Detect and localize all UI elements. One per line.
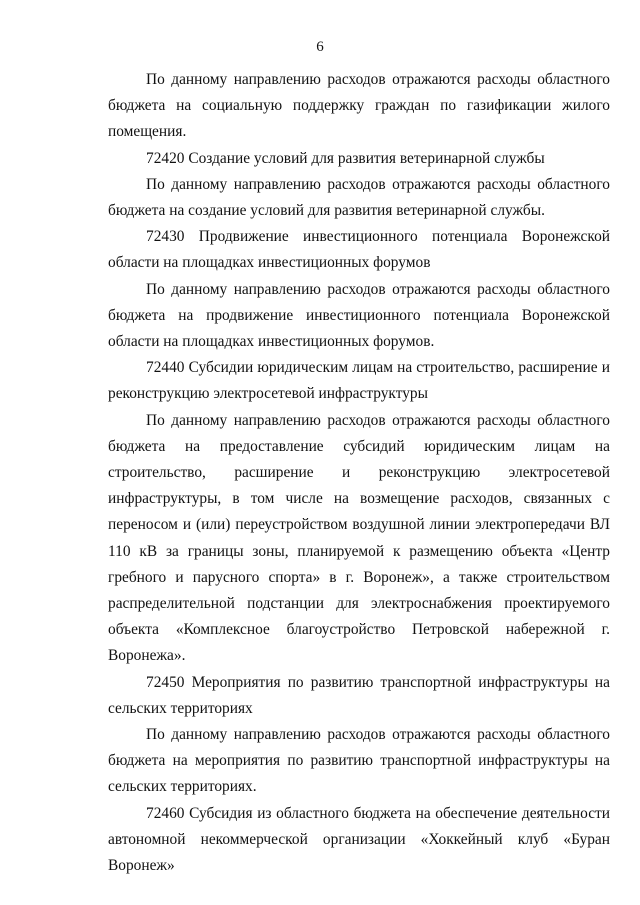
paragraph-72440-description: По данному направлению расходов отражаются расходы областного бюджета на предоставление субсидий юридическим лицам на строительство, расширение и реконструкцию электросетевой инфраструктуры, в том числе на возмещение расходов, связанных с переносом и (или) переустройством воздушной линии электропередачи ВЛ 110 кВ за границы зоны, планируемой к размещению объекта «Центр гребного и парусного спорта» в г. Воронеж», а также строительством распределительной подстанции для электроснабжения проектируемого объекта «Комплексное благоустройство Петровской набережной г. Воронежа». [108,411,610,665]
heading-72430: 72430 Продвижение инвестиционного потенциала Воронежской области на площадках инвестиционных форумов [108,228,610,272]
document-body [108,67,610,879]
paragraph-72420-description: По данному направлению расходов отражаются расходы областного бюджета на создание условий для развития ветеринарной службы. [108,175,610,220]
page-number: 6 [316,39,324,55]
paragraph-72450-description: По данному направлению расходов отражаются расходы областного бюджета на мероприятия по развитию транспортной инфраструктуры на сельских территориях. [108,726,610,796]
heading-72440: 72440 Субсидии юридическим лицам на строительство, расширение и реконструкцию электросетевой инфраструктуры [108,359,610,403]
paragraph-72430-description: По данному направлению расходов отражаются расходы областного бюджета на продвижение инвестиционного потенциала Воронежской области на площадках инвестиционных форумов. [108,280,610,351]
heading-72460: 72460 Субсидия из областного бюджета на обеспечение деятельности автономной некоммерческой организации «Хоккейный клуб «Буран Воронеж» [108,804,610,875]
heading-72420: 72420 Создание условий для развития ветеринарной службы [146,149,545,167]
paragraph-gas-support-description: По данному направлению расходов отражаются расходы областного бюджета на социальную поддержку граждан по газификации жилого помещения. [108,71,610,141]
heading-72450: 72450 Мероприятия по развитию транспортной инфраструктуры на сельских территориях [108,673,610,717]
